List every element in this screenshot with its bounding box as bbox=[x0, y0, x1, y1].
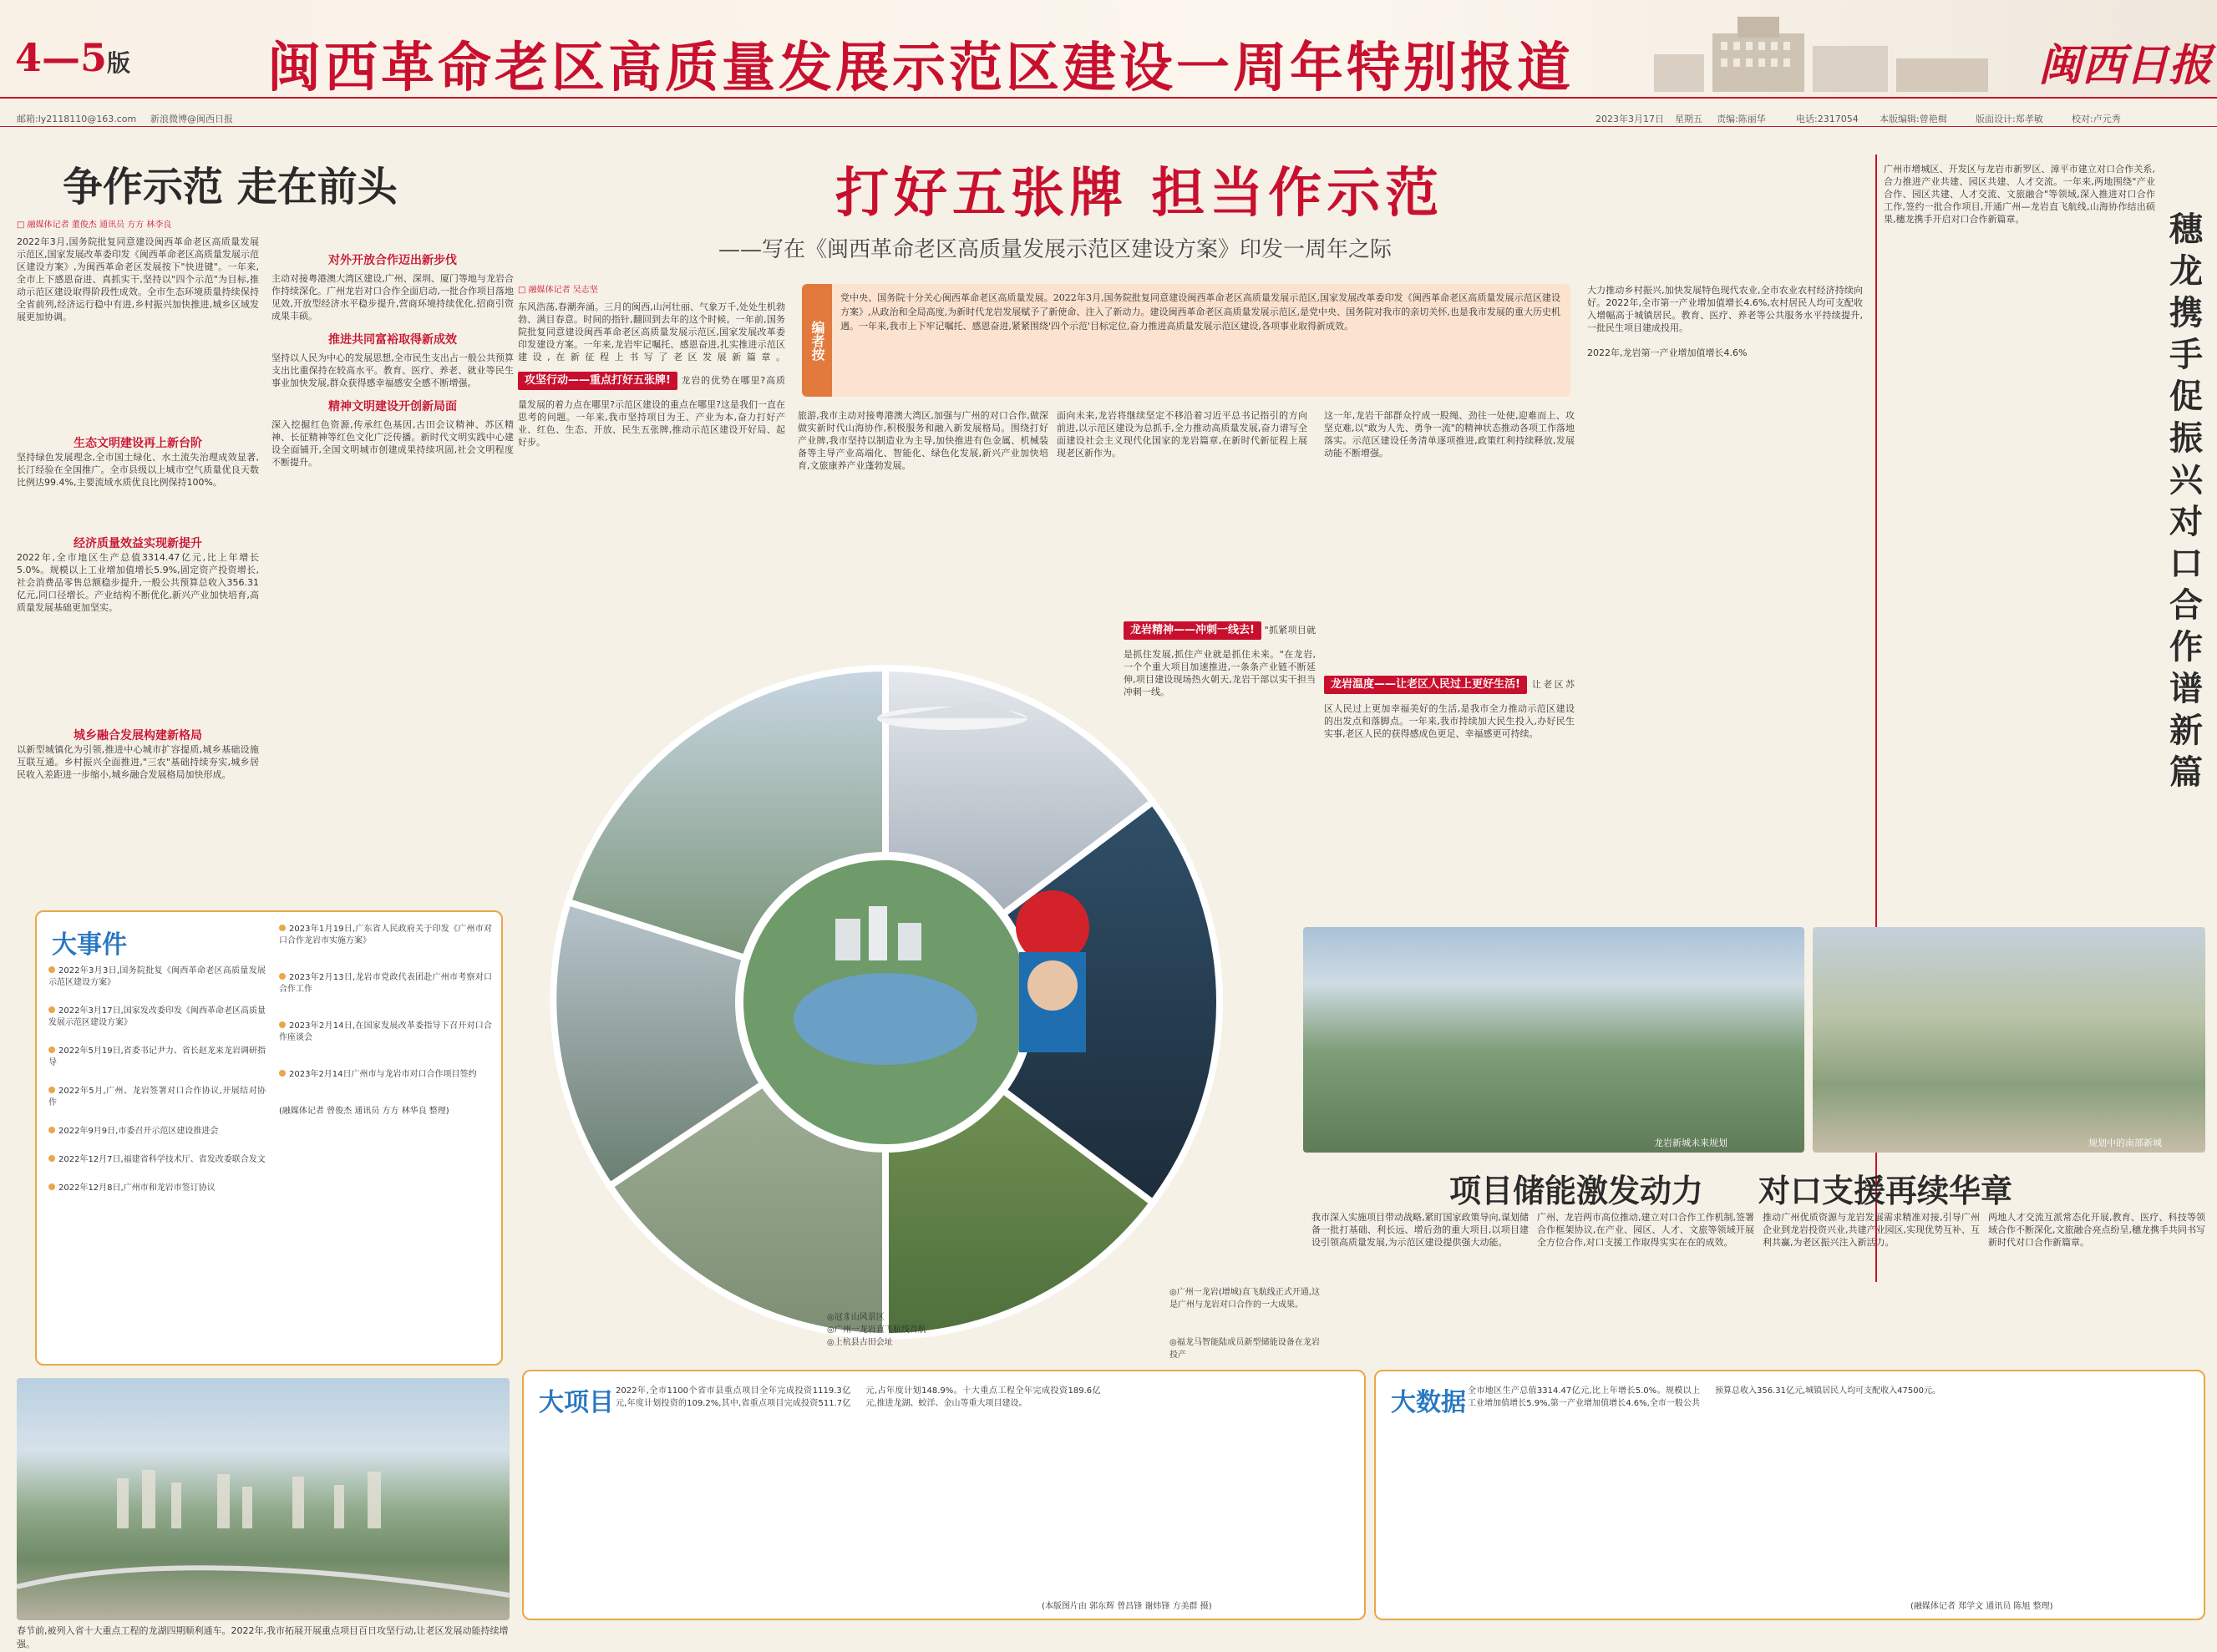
event-item: 2023年2月13日,龙岩市党政代表团赴广州市考察对口合作工作 bbox=[279, 973, 492, 994]
center-headline: 打好五张牌 担当作示范 bbox=[835, 162, 1444, 225]
event-item: 2023年2月14日,在国家发展改革委指导下召开对口合作座谈会 bbox=[279, 1021, 492, 1042]
event-item: 2023年1月19日,广东省人民政府关于印发《广州市对口合作龙岩市实施方案》 bbox=[279, 925, 492, 945]
center-byline: □ 融媒体记者 吴志坚 bbox=[518, 286, 598, 295]
event-item: 2022年12月7日,福建省科学技术厅、省发改委联合发文 bbox=[48, 1154, 266, 1166]
tag-attack-action: 攻坚行动——重点打好五张牌! bbox=[518, 372, 677, 390]
lower-headline-1: 项目储能激发动力 bbox=[1449, 1172, 1704, 1209]
editor-note-text: 党中央、国务院十分关心闽西革命老区高质量发展。2022年3月,国务院批复同意建设闽西革命老区高质量发展示范区,国家发展改革委印发《闽西革命老区高质量发展示范区建设方案》,从政治和全局高度,为新时代龙岩发展赋予了新使命、注入了新动力。建设闽西革命老区高质量发展示范区,是党中央、国务院对我市的亲切关怀,也是我市发展的重大历史机遇。一年来,我市上下牢记嘱托、感恩奋进,紧紧围绕'四个示范'目标定位,奋力推进高质量发展示范区建设,各项事业取得新成效。 bbox=[840, 292, 1560, 332]
caption-flight: ◎广州一龙岩(增城)直飞航线正式开通,这是广州与龙岩对口合作的一大成果。 bbox=[1169, 1288, 1320, 1310]
big-projects-credit: (本版图片由 郭东辉 曾昌锋 谢炜锋 方美群 摄) bbox=[1042, 1602, 1212, 1611]
left-col2-head-2: 推进共同富裕取得新成效 bbox=[328, 333, 457, 347]
left-byline: □ 融媒体记者 董俊杰 通讯员 方方 林李良 bbox=[17, 220, 172, 230]
page-number: 4—5版 bbox=[15, 35, 131, 80]
big-data-credit: (融媒体记者 郑学文 通讯员 陈旭 整理) bbox=[1910, 1602, 2053, 1611]
lower-article-col4: 两地人才交流互派常态化开展,教育、医疗、科技等领域合作不断深化,文旅融合亮点纷呈,穗龙携手共同书写新时代对口合作新篇章。 bbox=[1988, 1212, 2205, 1248]
big-projects-title: 大项目 bbox=[539, 1388, 614, 1417]
center-article-col3: 面向未来,龙岩将继续坚定不移沿着习近平总书记指引的方向前进,以示范区建设为总抓手,全力推动高质量发展,奋力谱写全面建设社会主义现代化国家的龙岩篇章,在新时代新征程上展现老区新作为。 bbox=[1057, 410, 1307, 459]
city-aerial-photo bbox=[17, 1378, 510, 1620]
phone: 电话:2317054 bbox=[1796, 114, 1859, 124]
left-article-col2: 对外开放合作迈出新步伐 主动对接粤港澳大湾区建设,广州、深圳、厦门等地与龙岩合作持续深化。广州龙岩对口合作全面启动,一批合作项目落地见效,开放型经济水平稳步提升,营商环境持续优化,招商引资成果丰硕。 推进共同富裕取得新成效 坚持以人民为中心的发展思想,全市民生支出占一般公共预算支出比重保持在较高水平。教育、医疗、养老、就业等民生事业加快发展,群众获得感幸福感安全感不断增强。 精神文明建设开创新局面 深入挖掘红色资源,传承红色基因,古田会议精神、苏区精神、长征精神等红色文化广泛传播。新时代文明实践中心建设全面铺开,全国文明城市创建成果持续巩固,社会文明程度不断提升。 bbox=[271, 254, 514, 468]
event-item: 2022年5月,广州、龙岩签署对口合作协议,开展结对协作 bbox=[48, 1087, 266, 1107]
right-headline: 穗龙携手促振兴 对口合作谱新篇 bbox=[2169, 210, 2203, 792]
left-section-head-1: 生态文明建设再上新台阶 bbox=[74, 437, 202, 450]
tag-longyan-spirit: 龙岩精神——冲刺一线去! bbox=[1124, 621, 1261, 640]
caption-list: ◎冠豸山风景区 ◎广州一龙岩直飞航线首航 ◎上杭县古田会址 bbox=[827, 1313, 926, 1347]
lower-article-col2: 广州、龙岩两市高位推动,建立对口合作工作机制,签署合作框架协议,在产业、园区、人才、文旅等领域开展全方位合作,对口支援工作取得实实在在的成效。 bbox=[1537, 1212, 1754, 1248]
left-col2-head-1: 对外开放合作迈出新步伐 bbox=[328, 254, 457, 267]
wechat: 新浪微博@闽西日报 bbox=[150, 114, 233, 124]
center-subtitle: ——写在《闽西革命老区高质量发展示范区建设方案》印发一周年之际 bbox=[718, 237, 1393, 262]
center-article-col5: 龙岩温度——让老区人民过上更好生活! 让老区苏区人民过上更加幸福美好的生活,是我市全力推动示范区建设的出发点和落脚点。一年来,我市持续加大民生投入,办好民生实事,老区人民的获得感成色更足、幸福感更可持续。 bbox=[1324, 672, 1575, 931]
left-article-col1b: 坚持绿色发展理念,全市国土绿化、水土流失治理成效显著,长汀经验在全国推广。全市县级以上城市空气质量优良天数比例达99.4%,主要流域水质优良比例保持100%。 bbox=[17, 452, 259, 488]
event-item: 2022年5月19日,省委书记尹力、省长赵龙来龙岩调研指导 bbox=[48, 1046, 266, 1067]
editor-note-box bbox=[802, 284, 1570, 397]
weekday: 星期五 bbox=[1675, 114, 1702, 124]
events-credit: (融媒体记者 曾俊杰 通讯员 方方 林华良 整理) bbox=[279, 1107, 449, 1116]
issue-date: 2023年3月17日 bbox=[1596, 114, 1664, 124]
big-projects-text: 2022年,全市1100个省市县重点项目全年完成投资1119.3亿元,年度计划投资的109.2%,其中,省重点项目完成投资511.7亿元,占年度计划148.9%。十大重点工程全年完成投资189.6亿元,推进龙湖、蛟洋、金山等重大项目建设。 bbox=[616, 1386, 1101, 1408]
email: 邮箱:ly2118110@163.com bbox=[17, 114, 137, 124]
left-section-head-3: 城乡融合发展构建新格局 bbox=[74, 729, 202, 742]
center-article-col2: 旅游,我市主动对接粤港澳大湾区,加强与广州的对口合作,做深做实新时代山海协作,积极服务和融入新发展格局。围绕打好产业牌,我市坚持以制造业为主导,加快推进有色金属、机械装备等主导产业高端化、智能化、绿色化发展,新兴产业加快培育,文旅康养产业蓬勃发展。 bbox=[798, 410, 1048, 471]
lower-article-col3: 推动广州优质资源与龙岩发展需求精准对接,引导广州企业到龙岩投资兴业,共建产业园区,实现优势互补、互利共赢,为老区振兴注入新活力。 bbox=[1763, 1212, 1980, 1248]
right-article: 广州市增城区、开发区与龙岩市新罗区、漳平市建立对口合作关系,合力推进产业共建、园区共建、人才交流。一年来,两地围绕"产业合作、园区共建、人才交流、文旅融合"等领域,深入推进对口合作工作,签约一批合作项目,开通广州—龙岩直飞航线,山海协作结出硕果,穗龙携手开启对口合作新篇章。 bbox=[1884, 164, 2155, 225]
center-article-col4: 这一年,龙岩干部群众拧成一股绳、劲往一处使,迎难而上、攻坚克难,以"敢为人先、勇争一流"的精神状态推动各项工作落地落实。示范区建设任务清单逐项推进,政策红利持续释放,发展动能不断增强。 bbox=[1324, 410, 1575, 459]
event-item: 2022年3月17日,国家发改委印发《闽西革命老区高质量发展示范区建设方案》 bbox=[48, 1006, 266, 1027]
center-article-mid: 龙岩精神——冲刺一线去! "抓紧项目就是抓住发展,抓住产业就是抓住未来。"在龙岩,一个个重大项目加速推进,一条条产业链不断延伸,项目建设现场热火朝天,龙岩干部以实干担当冲刺一线。 bbox=[1124, 618, 1316, 869]
events-list-col2 bbox=[279, 924, 492, 1358]
designer: 版面设计:郑孝敏 bbox=[1976, 114, 2043, 124]
lower-article-col1: 我市深入实施项目带动战略,紧盯国家政策导向,谋划储备一批打基础、利长远、增后劲的重大项目,以项目建设引领高质量发展,为示范区建设提供强大动能。 bbox=[1311, 1212, 1529, 1248]
south-new-city-photo bbox=[1813, 927, 2205, 1153]
center-article-col1: 东风浩荡,春潮奔涌。三月的闽西,山河壮丽、气象万千,处处生机勃勃、满目春意。时间的指针,翻回到去年的这个时候。一年前,国务院批复同意建设闽西革命老区高质量发展示范区,国家发展改革委印发建设方案。一年来,龙岩牢记嘱托、感恩奋进,扎实推进示范区建设,在新征程上书写了老区发展新篇章。 攻坚行动——重点打好五张牌! 龙岩的优势在哪里?高质量发展的着力点在哪里?示范区建设的重点在哪里?这是我们一直在思考的问题。一年来,我市坚持项目为王、产业为本,奋力打好产业、红色、生态、开放、民生五张牌,推动示范区建设开好局、起好步。 bbox=[518, 302, 785, 448]
issue-meta-line bbox=[0, 109, 2217, 127]
events-list-col1 bbox=[48, 965, 266, 1358]
left-article-col1: 2022年3月,国务院批复同意建设闽西革命老区高质量发展示范区,国家发展改革委印发《闽西革命老区高质量发展示范区建设方案》,为闽西革命老区发展按下"快进键"。一年来,全市上下感恩奋进、真抓实干,坚持以"四个示范"为目标,推动示范区建设取得阶段性成效。全市生态环境质量持续保持全省前列,经济运行稳中有进,乡村振兴加快推进,城乡区域发展更加协调。 bbox=[17, 236, 259, 322]
page-title: 闽西革命老区高质量发展示范区建设一周年特别报道 bbox=[267, 37, 1574, 99]
left-col2-head-3: 精神文明建设开创新局面 bbox=[328, 400, 457, 413]
editor-note-label: 编者按 bbox=[802, 284, 832, 397]
big-projects-box bbox=[522, 1370, 1366, 1620]
event-item: 2022年9月9日,市委召开示范区建设推进会 bbox=[48, 1126, 266, 1138]
right-col-note: 2022年,龙岩第一产业增加值增长4.6% bbox=[1587, 347, 1748, 358]
new-city-aerial-photo bbox=[1303, 927, 1804, 1153]
proofreader: 校对:卢元秀 bbox=[2072, 114, 2121, 124]
big-data-title: 大数据 bbox=[1391, 1388, 1466, 1417]
chief-editor: 本版编辑:曾艳楫 bbox=[1880, 114, 1947, 124]
lower-headline-2: 对口支援再续华章 bbox=[1758, 1172, 2013, 1209]
event-item: 2023年2月14日广州市与龙岩市对口合作项目签约 bbox=[279, 1069, 492, 1081]
event-item: 2022年12月8日,广州市和龙岩市签订协议 bbox=[48, 1183, 266, 1194]
big-data-text: 全市地区生产总值3314.47亿元,比上年增长5.0%。规模以上工业增加值增长5.9%,第一产业增加值增长4.6%,全市一般公共预算总收入356.31亿元,城镇居民人均可支配收入47500元。 bbox=[1468, 1386, 1941, 1408]
event-item: 2022年3月3日,国务院批复《闽西革命老区高质量发展示范区建设方案》 bbox=[48, 966, 266, 987]
tag-longyan-warmth: 龙岩温度——让老区人民过上更好生活! bbox=[1324, 676, 1527, 694]
events-box bbox=[35, 910, 503, 1366]
caption-energy: ◎福龙马智能陆成员新型储能设备在龙岩投产 bbox=[1169, 1338, 1320, 1360]
editor: 责编:陈丽华 bbox=[1717, 114, 1766, 124]
left-article-col1d: 以新型城镇化为引领,推进中心城市扩容提质,城乡基础设施互联互通。乡村振兴全面推进,"三农"基础持续夯实,城乡居民收入差距进一步缩小,城乡融合发展格局加快形成。 bbox=[17, 744, 259, 780]
city-photo-caption: 春节前,被列入省十大重点工程的龙湖四期顺利通车。2022年,我市拓展开展重点项目百日攻坚行动,让老区发展动能持续增强。 bbox=[17, 1625, 509, 1649]
new-city-photo-caption: 龙岩新城未来规划 bbox=[1654, 1138, 1727, 1148]
left-article-col1c: 2022年,全市地区生产总值3314.47亿元,比上年增长5.0%。规模以上工业增加值增长5.9%,固定资产投资增长,社会消费品零售总额稳步提升,一般公共预算总收入356.31亿元,同口径增长。产业结构不断优化,新兴产业加快培育,高质量发展基础更加坚实。 bbox=[17, 552, 259, 613]
left-section-head-2: 经济质量效益实现新提升 bbox=[74, 537, 202, 550]
big-data-box bbox=[1374, 1370, 2205, 1620]
building-illustration bbox=[1637, 8, 2005, 92]
events-title: 大事件 bbox=[52, 930, 127, 960]
south-city-photo-caption: 规划中的南部新城 bbox=[2088, 1138, 2162, 1148]
center-article-col6: 大力推动乡村振兴,加快发展特色现代农业,全市农业农村经济持续向好。2022年,全市第一产业增加值增长4.6%,农村居民人均可支配收入增幅高于城镇居民。教育、医疗、养老等公共服务水平持续提升,一批民生项目建成投用。 2022年,龙岩第一产业增加值增长4.6% bbox=[1587, 285, 1863, 358]
left-headline: 争作示范 走在前头 bbox=[63, 164, 398, 210]
newspaper-brand-logo: 闽西日报 bbox=[2038, 40, 2213, 91]
